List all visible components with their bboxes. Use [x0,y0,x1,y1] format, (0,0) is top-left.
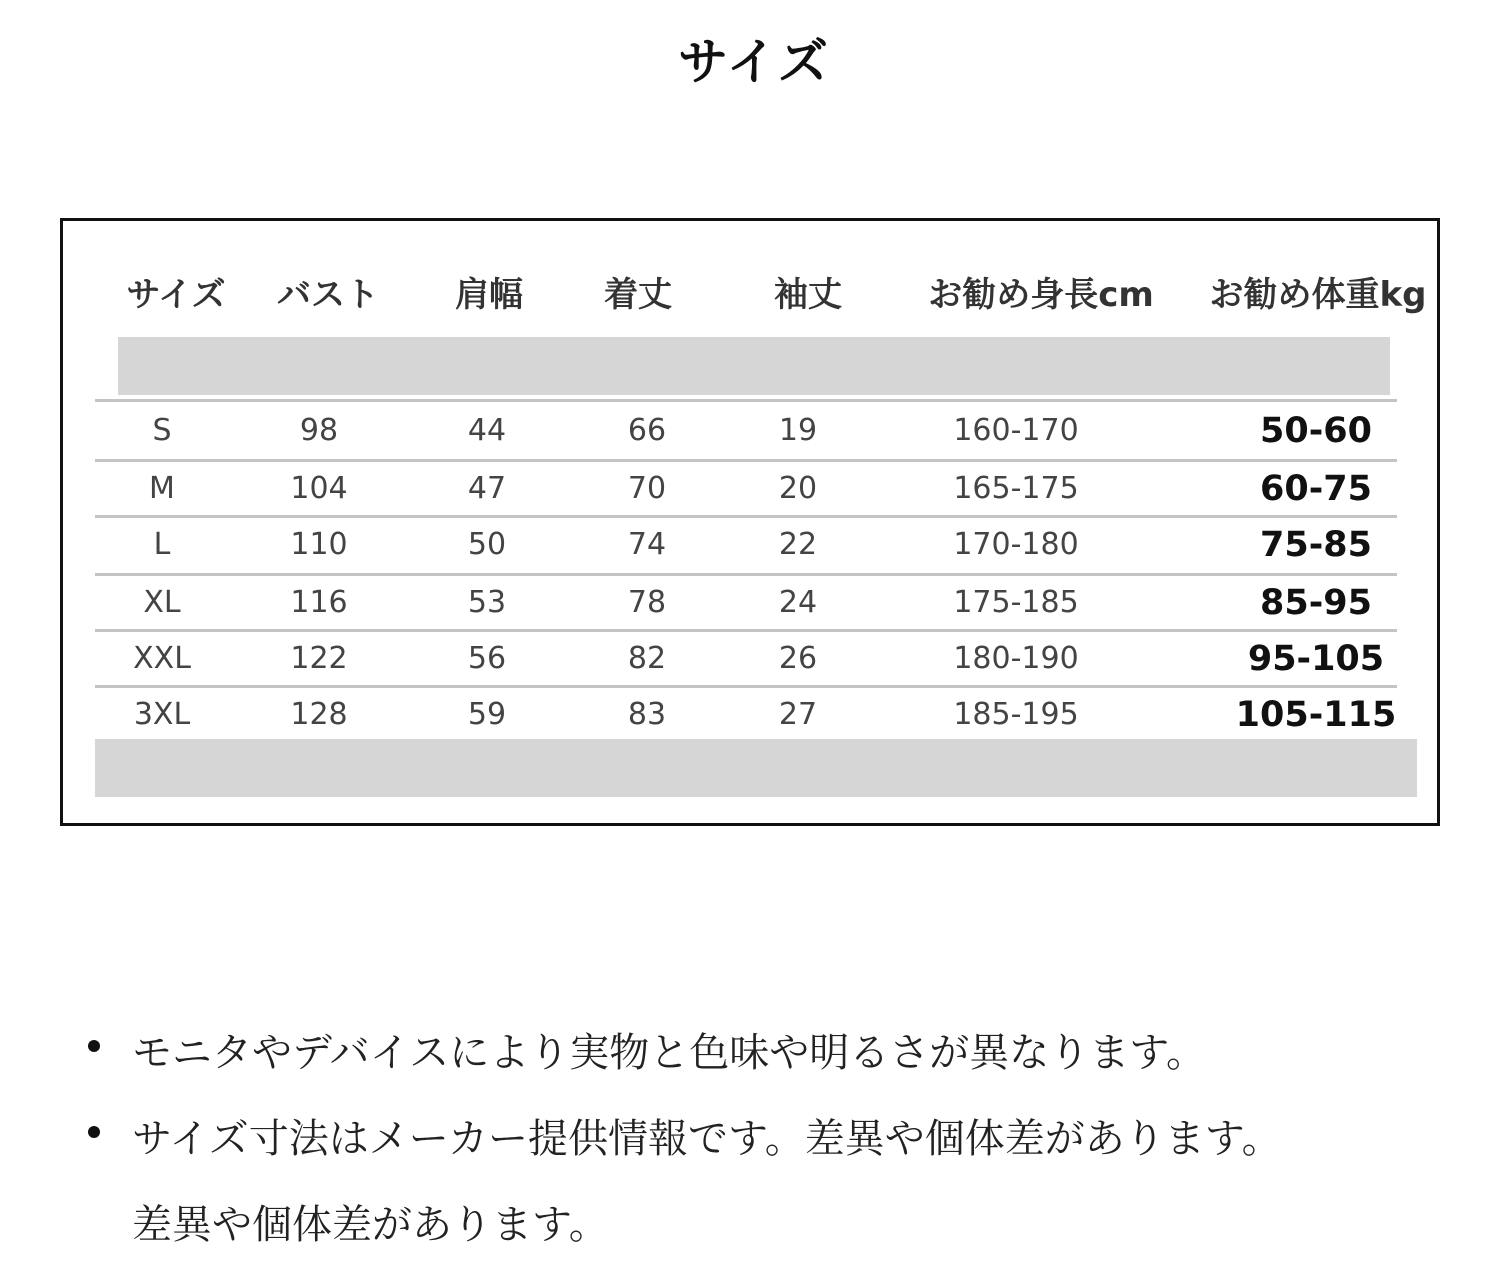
cell-bust: 128 [290,697,348,732]
cell-length: 82 [627,641,667,676]
notes-list [88,1010,1468,1268]
note-text: モニタやデバイスにより実物と色味や明るさが異なります。 [132,1030,1206,1076]
page-title: サイズ [678,33,830,91]
cell-sleeve: 24 [778,585,818,620]
header-height: お勧め身長cm [928,275,1154,315]
cell-shoulder: 50 [467,527,507,562]
cell-shoulder: 53 [467,585,507,620]
cell-bust: 98 [299,413,339,448]
header-bust: バスト [277,275,379,315]
bullet-icon [88,1040,100,1052]
cell-sleeve: 20 [778,471,818,506]
cell-size: 3XL [133,697,191,732]
list-item [88,1010,1468,1096]
cell-size: M [149,471,175,506]
size-chart-image [60,218,1440,826]
header-shoulder: 肩幅 [455,275,523,315]
cell-height: 165-175 [953,471,1079,506]
cell-length: 83 [627,697,667,732]
cell-sleeve: 26 [778,641,818,676]
table-row [63,631,1437,687]
cell-shoulder: 59 [467,697,507,732]
table-row [63,575,1437,631]
cell-bust: 116 [290,585,348,620]
table-row [63,517,1437,573]
bullet-icon [88,1126,100,1138]
table-row [63,461,1437,517]
note-text: 差異や個体差があります。 [132,1202,609,1248]
cell-bust: 110 [290,527,348,562]
header-size: サイズ [126,275,226,315]
list-item [88,1096,1468,1268]
cell-shoulder: 44 [467,413,507,448]
cell-weight: 105-115 [1235,695,1397,735]
cell-height: 160-170 [953,413,1079,448]
note-text: サイズ寸法はメーカー提供情報です。差異や個体差があります。 [132,1116,1282,1162]
cell-size: L [153,527,171,562]
header-weight: お勧め体重kg [1209,275,1427,315]
cell-height: 185-195 [953,697,1079,732]
cell-bust: 104 [290,471,348,506]
cell-length: 66 [627,413,667,448]
cell-length: 78 [627,585,667,620]
cell-weight: 60-75 [1260,469,1372,509]
cell-length: 70 [627,471,667,506]
cell-height: 175-185 [953,585,1079,620]
cell-weight: 50-60 [1260,411,1372,451]
cell-length: 74 [627,527,667,562]
table-row [63,687,1437,743]
cell-weight: 85-95 [1260,583,1372,623]
table-row [63,403,1437,459]
cell-weight: 75-85 [1260,525,1372,565]
cell-sleeve: 19 [778,413,818,448]
header-sleeve: 袖丈 [774,275,842,315]
cell-height: 180-190 [953,641,1079,676]
footer-gray-band [95,739,1417,797]
cell-size: XXL [133,641,191,676]
cell-sleeve: 27 [778,697,818,732]
cell-height: 170-180 [953,527,1079,562]
cell-bust: 122 [290,641,348,676]
cell-sleeve: 22 [778,527,818,562]
cell-size: XL [143,585,181,620]
cell-shoulder: 56 [467,641,507,676]
row-divider [95,399,1397,402]
cell-weight: 95-105 [1247,639,1385,679]
header-gray-band [118,337,1390,395]
cell-size: S [152,413,172,448]
cell-shoulder: 47 [467,471,507,506]
header-length: 着丈 [604,275,672,315]
